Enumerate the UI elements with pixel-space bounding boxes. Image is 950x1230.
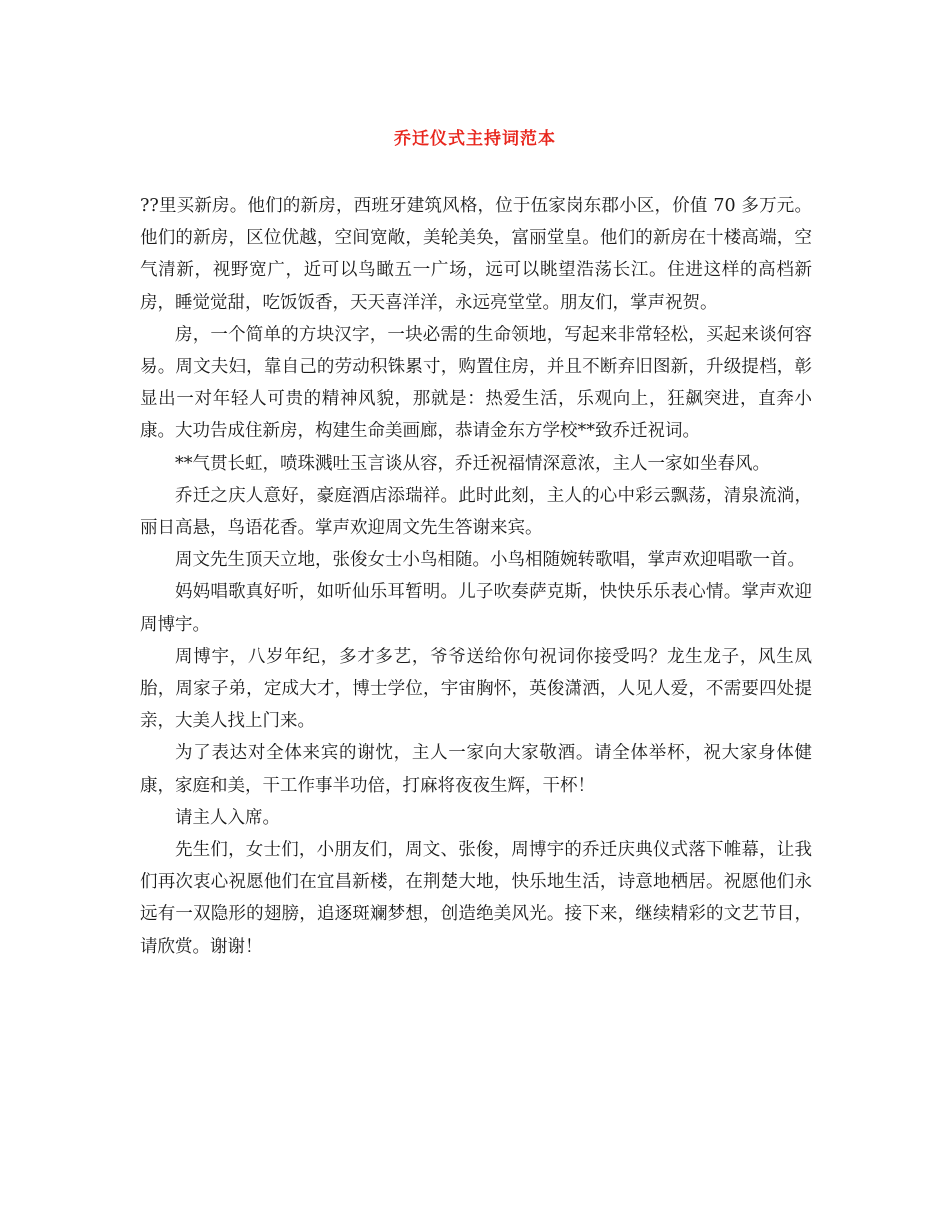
paragraph-8: 为了表达对全体来宾的谢忱，主人一家向大家敬酒。请全体举杯，祝大家身体健康，家庭和美，干工作事半功倍，打麻将夜夜生辉，干杯！ — [140, 743, 812, 796]
paragraph-1: ??里买新房。他们的新房，西班牙建筑风格，位于伍家岗东郡小区，价值 70 多万元。他们的新房，区位优越，空间宽敞，美轮美奂，富丽堂皇。他们的新房在十楼高端，空气清新，视野宽广，近可以鸟瞰五一广场，远可以眺望浩荡长江。住进这样的高档新房，睡觉觉甜，吃饭饭香，天天喜洋洋，永远亮堂堂。朋友们，掌声祝贺。 — [140, 196, 812, 313]
paragraph-3: **气贯长虹，喷珠溅吐玉言谈从容，乔迁祝福情深意浓，主人一家如坐春风。 — [175, 453, 770, 474]
paragraph-4: 乔迁之庆人意好，豪庭酒店添瑞祥。此时此刻，主人的心中彩云飘荡，清泉流淌，丽日高悬，鸟语花香。掌声欢迎周文先生答谢来宾。 — [140, 485, 812, 539]
document-title: 乔迁仪式主持词范本 — [394, 129, 556, 149]
paragraph-7: 周博宇，八岁年纪，多才多艺，爷爷送给你句祝词你接受吗？龙生龙子，风生凤胎，周家子弟，定成大才，博士学位，宇宙胸怀，英俊潇洒，人见人爱，不需要四处提亲，大美人找上门来。 — [140, 646, 812, 732]
paragraph-5: 周文先生顶天立地，张俊女士小鸟相随。小鸟相随婉转歌唱，掌声欢迎唱歌一首。 — [175, 550, 805, 571]
paragraph-2: 房，一个简单的方块汉字，一块必需的生命领地，写起来非常轻松，买起来谈何容易。周文夫妇，靠自己的劳动积铢累寸，购置住房，并且不断弃旧图新，升级提档，彰显出一对年轻人可贵的精神风貌，那就是：热爱生活，乐观向上，狂飙突进，直奔小康。大功告成住新房，构建生命美画廊，恭请金东方学校**致乔迁祝词。 — [140, 324, 812, 442]
paragraph-10: 先生们，女士们，小朋友们，周文、张俊，周博宇的乔迁庆典仪式落下帷幕，让我们再次衷心祝愿他们在宜昌新楼，在荆楚大地，快乐地生活，诗意地栖居。祝愿他们永远有一双隐形的翅膀，追逐斑斓梦想，创造绝美风光。接下来，继续精彩的文艺节目，请欣赏。谢谢！ — [140, 840, 812, 957]
paragraph-6: 妈妈唱歌真好听，如听仙乐耳暂明。儿子吹奏萨克斯，快快乐乐表心情。掌声欢迎周博宇。 — [140, 582, 812, 635]
paragraph-9: 请主人入席。 — [175, 807, 280, 828]
document-body — [140, 190, 812, 963]
